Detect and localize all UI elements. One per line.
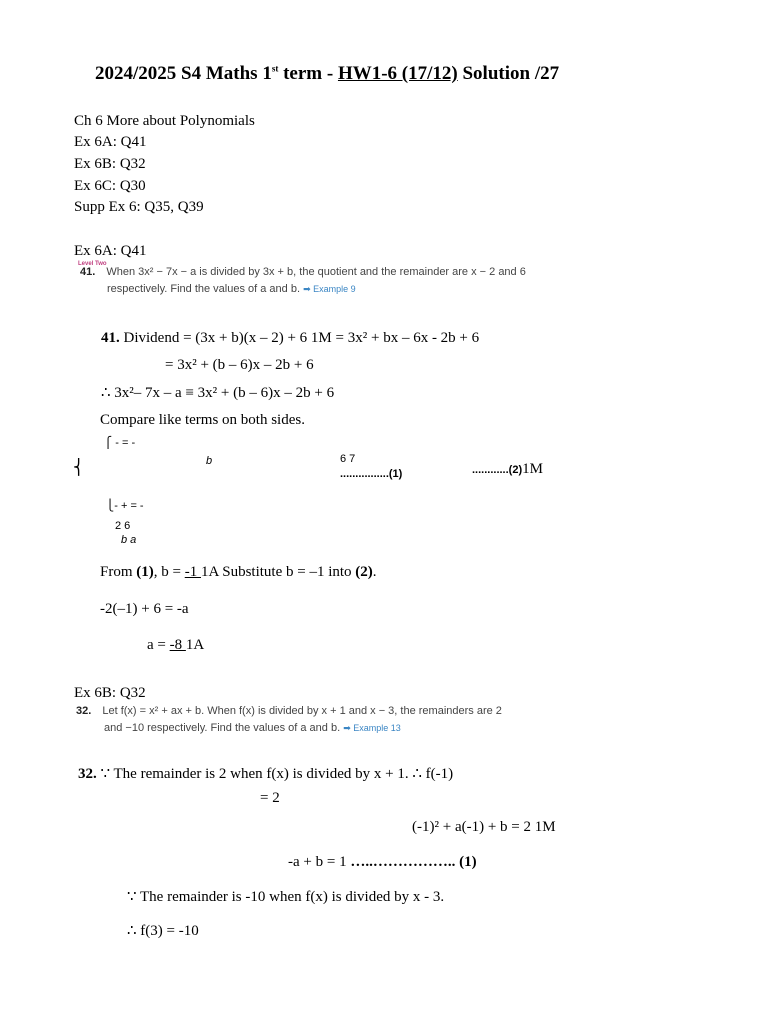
solution-32-line4 xyxy=(288,854,477,871)
solution-32-line3: (-1)² + a(-1) + b = 2 1M xyxy=(412,819,556,835)
mark-1a: 1A xyxy=(185,637,205,653)
page-title xyxy=(95,63,559,85)
solution-32-line1 xyxy=(78,764,453,783)
section-heading-6a: Ex 6A: Q41 xyxy=(74,243,147,259)
numbers-2-6: 2 6 xyxy=(115,520,131,532)
from-equation-1 xyxy=(100,564,377,581)
title-middle: term - xyxy=(278,63,338,84)
equation-tag-1: (1) xyxy=(455,854,477,870)
equation-text: -a + b = 1 xyxy=(288,854,351,870)
index-item: Ex 6C: Q30 xyxy=(74,178,146,194)
question-text-line2: respectively. Find the values of a and b. xyxy=(107,283,301,295)
index-item: Ex 6B: Q32 xyxy=(74,156,146,172)
eq-ref-2: (2) xyxy=(355,564,373,580)
eq-ref-1: (1) xyxy=(136,564,154,580)
solution-41-line2: = 3x² + (b – 6)x – 2b + 6 xyxy=(165,357,314,373)
equation-tag-2 xyxy=(472,460,543,478)
index-item: Ex 6A: Q41 xyxy=(74,134,147,150)
brace-top: ⎧ - = - xyxy=(104,437,136,449)
title-suffix: Solution /27 xyxy=(457,63,560,84)
from-prefix: From xyxy=(100,564,137,580)
from-mid: , b = xyxy=(153,564,185,580)
title-sup: st xyxy=(271,63,279,74)
a-prefix: a = xyxy=(147,637,170,653)
substitution-line: -2(–1) + 6 = -a xyxy=(100,601,189,617)
mark-1m: 1M xyxy=(522,461,543,477)
index-item: Supp Ex 6: Q35, Q39 xyxy=(74,199,204,215)
solution-32-line6: ∴ f(3) = -10 xyxy=(127,923,199,939)
example-link[interactable]: ➡ Example 13 xyxy=(343,723,401,733)
solution-number: 32. xyxy=(78,766,97,782)
chapter-heading: Ch 6 More about Polynomials xyxy=(74,113,255,129)
question-image-32 xyxy=(76,703,502,737)
dots: …..…………….. xyxy=(350,854,456,870)
title-homework-code: HW1-6 (17/12) xyxy=(337,63,458,84)
question-text-line1: When 3x² − 7x − a is divided by 3x + b, the quotient and the remainder are x − 2 and 6 xyxy=(106,266,526,278)
question-number: 41. xyxy=(80,266,96,278)
solution-text: Dividend = (3x + b)(x – 2) + 6 1M = 3x² + bx – 6x - 2b + 6 xyxy=(119,330,480,346)
brace-middle: ⎨ xyxy=(73,460,85,476)
from-rest: 1A Substitute b = –1 into xyxy=(200,564,356,580)
var-b: b xyxy=(206,455,213,467)
question-text-line2: and −10 respectively. Find the values of a and b. xyxy=(104,722,341,734)
answer-b: -1 xyxy=(184,564,201,580)
solution-32-line5: ∵ The remainder is -10 when f(x) is divided by x - 3. xyxy=(127,889,445,905)
section-heading-6b: Ex 6B: Q32 xyxy=(74,685,146,701)
level-badge: Level Two xyxy=(78,261,107,267)
dots-2: ............(2) xyxy=(472,464,523,476)
answer-a: -8 xyxy=(169,637,186,653)
vars-b-a: b a xyxy=(121,534,137,546)
question-text-line1: Let f(x) = x² + ax + b. When f(x) is divided by x + 1 and x − 3, the remainders are 2 xyxy=(102,705,502,717)
answer-a-line xyxy=(147,637,204,654)
numbers-6-7: 6 7 xyxy=(340,453,356,465)
question-image-41 xyxy=(78,261,526,298)
example-link[interactable]: ➡ Example 9 xyxy=(303,284,356,294)
from-end: . xyxy=(372,564,377,580)
solution-text: ∵ The remainder is 2 when f(x) is divided by x + 1. ∴ f(-1) xyxy=(96,766,454,782)
equation-tag-1: ................(1) xyxy=(340,468,403,480)
solution-number: 41. xyxy=(101,330,120,346)
solution-32-line2: = 2 xyxy=(260,790,280,806)
compare-text: Compare like terms on both sides. xyxy=(100,412,305,428)
solution-41-line3: ∴ 3x²– 7x – a ≡ 3x² + (b – 6)x – 2b + 6 xyxy=(101,385,335,401)
solution-41-line1 xyxy=(101,330,479,347)
title-prefix: 2024/2025 S4 Maths 1 xyxy=(95,63,272,84)
brace-bottom: ⎩- + = - xyxy=(106,500,144,512)
question-number: 32. xyxy=(76,705,92,717)
